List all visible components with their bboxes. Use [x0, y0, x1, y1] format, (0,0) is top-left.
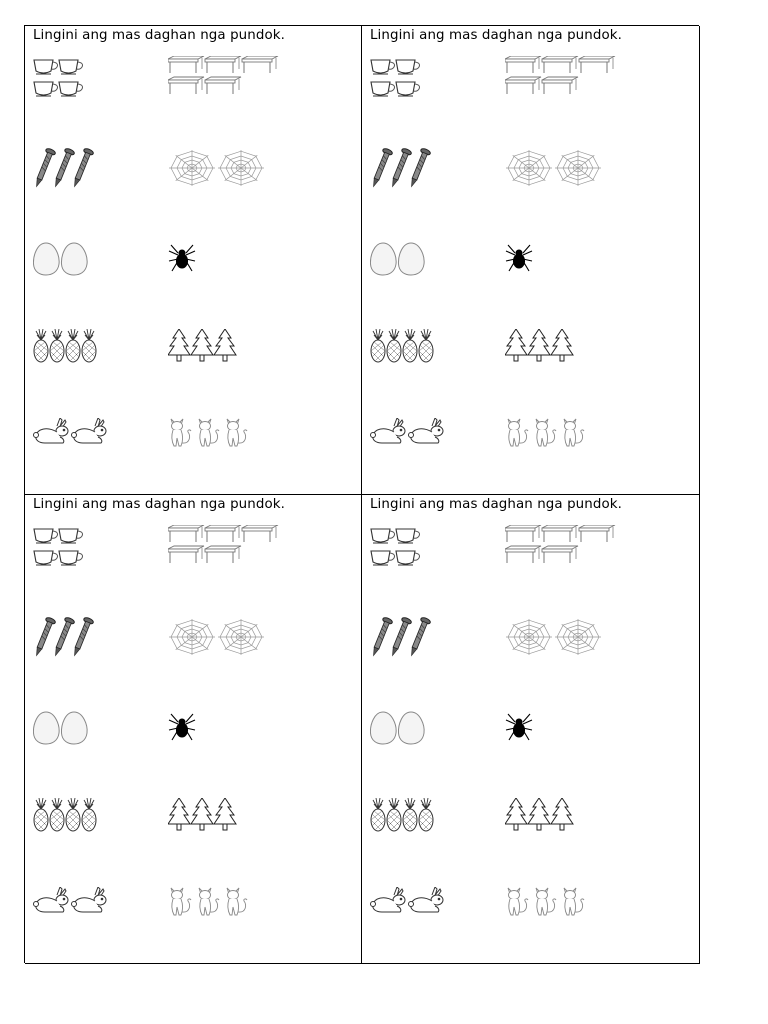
- egg-icon: [398, 243, 424, 275]
- egg-icon: [398, 712, 424, 744]
- rabbit-group[interactable]: [370, 418, 448, 450]
- egg-group[interactable]: [370, 241, 428, 281]
- cup-icon: [396, 82, 420, 96]
- table-icon: [542, 56, 578, 73]
- cup-group[interactable]: [370, 527, 422, 571]
- worksheet-card: [25, 26, 362, 495]
- spider-icon: [169, 245, 195, 271]
- table-icon: [168, 546, 204, 563]
- pineapple-icon: [34, 329, 48, 362]
- spider-web-group[interactable]: [505, 617, 605, 661]
- cup-icon: [396, 551, 420, 565]
- cup-icon: [34, 60, 58, 74]
- nail-group[interactable]: [370, 148, 432, 196]
- cat-icon: [508, 888, 528, 915]
- pineapple-icon: [387, 798, 401, 831]
- rabbit-group[interactable]: [33, 887, 111, 919]
- rabbit-icon: [34, 887, 69, 912]
- cat-icon: [227, 888, 247, 915]
- table-icon: [579, 56, 615, 73]
- spider-group[interactable]: [505, 243, 535, 281]
- table-icon: [205, 56, 241, 73]
- cat-icon: [564, 888, 584, 915]
- egg-icon: [370, 243, 396, 275]
- egg-icon: [33, 712, 59, 744]
- spider-web-icon: [506, 150, 552, 186]
- cup-icon: [34, 82, 58, 96]
- table-icon: [505, 525, 541, 542]
- pine-tree-icon: [505, 798, 527, 830]
- pineapple-icon: [50, 798, 64, 831]
- pineapple-icon: [66, 329, 80, 362]
- worksheet-card: [25, 495, 362, 964]
- spider-web-icon: [218, 619, 264, 655]
- cup-icon: [371, 529, 395, 543]
- cat-icon: [171, 888, 191, 915]
- cat-group[interactable]: [505, 416, 595, 452]
- cup-icon: [59, 82, 83, 96]
- pineapple-icon: [34, 798, 48, 831]
- cup-icon: [59, 60, 83, 74]
- cat-group[interactable]: [168, 885, 258, 921]
- cup-icon: [371, 82, 395, 96]
- worksheet-card: [362, 495, 700, 964]
- egg-icon: [61, 712, 87, 744]
- cat-group[interactable]: [505, 885, 595, 921]
- cup-icon: [34, 551, 58, 565]
- spider-web-icon: [169, 619, 215, 655]
- table-icon: [542, 77, 578, 94]
- rabbit-icon: [409, 418, 444, 443]
- spider-icon: [506, 714, 532, 740]
- pineapple-group[interactable]: [370, 798, 436, 836]
- pineapple-group[interactable]: [370, 329, 436, 367]
- nail-icon: [33, 617, 56, 657]
- spider-web-icon: [506, 619, 552, 655]
- table-icon: [168, 77, 204, 94]
- cat-icon: [227, 419, 247, 446]
- table-icon: [205, 77, 241, 94]
- pineapple-icon: [371, 798, 385, 831]
- pine-tree-group[interactable]: [168, 329, 240, 367]
- spider-web-group[interactable]: [168, 617, 268, 661]
- table-icon: [168, 56, 204, 73]
- worksheet: [24, 25, 699, 963]
- spider-web-icon: [169, 150, 215, 186]
- table-group[interactable]: [168, 56, 283, 104]
- nail-icon: [370, 148, 393, 188]
- spider-web-icon: [555, 619, 601, 655]
- pineapple-icon: [419, 329, 433, 362]
- table-icon: [168, 525, 204, 542]
- spider-group[interactable]: [168, 712, 198, 750]
- table-icon: [579, 525, 615, 542]
- pine-tree-icon: [551, 798, 573, 830]
- pineapple-icon: [50, 329, 64, 362]
- rabbit-icon: [72, 887, 107, 912]
- spider-web-icon: [555, 150, 601, 186]
- spider-group[interactable]: [505, 712, 535, 750]
- cat-icon: [199, 888, 219, 915]
- spider-icon: [169, 714, 195, 740]
- pineapple-icon: [66, 798, 80, 831]
- instruction-text: Lingini ang mas daghan nga pundok.: [33, 497, 285, 512]
- worksheet-card: [362, 26, 700, 495]
- pine-tree-icon: [214, 329, 236, 361]
- rabbit-icon: [371, 887, 406, 912]
- cat-icon: [536, 419, 556, 446]
- pine-tree-icon: [168, 329, 190, 361]
- instruction-text: Lingini ang mas daghan nga pundok.: [33, 28, 285, 43]
- egg-icon: [370, 712, 396, 744]
- table-icon: [505, 77, 541, 94]
- table-icon: [505, 546, 541, 563]
- rabbit-icon: [72, 418, 107, 443]
- rabbit-icon: [409, 887, 444, 912]
- table-group[interactable]: [168, 525, 283, 573]
- egg-group[interactable]: [33, 710, 91, 750]
- table-icon: [542, 546, 578, 563]
- cup-icon: [371, 60, 395, 74]
- nail-group[interactable]: [370, 617, 432, 665]
- cup-icon: [396, 60, 420, 74]
- table-icon: [542, 525, 578, 542]
- pineapple-icon: [387, 329, 401, 362]
- pine-tree-icon: [191, 798, 213, 830]
- spider-group[interactable]: [168, 243, 198, 281]
- nail-icon: [33, 148, 56, 188]
- rabbit-group[interactable]: [370, 887, 448, 919]
- egg-group[interactable]: [370, 710, 428, 750]
- pine-tree-icon: [191, 329, 213, 361]
- cup-icon: [396, 529, 420, 543]
- pineapple-icon: [371, 329, 385, 362]
- pineapple-icon: [419, 798, 433, 831]
- table-icon: [242, 525, 278, 542]
- pine-tree-icon: [505, 329, 527, 361]
- cup-group[interactable]: [370, 58, 422, 102]
- cup-icon: [59, 529, 83, 543]
- cat-icon: [171, 419, 191, 446]
- egg-icon: [33, 243, 59, 275]
- pineapple-icon: [82, 329, 96, 362]
- pine-tree-group[interactable]: [505, 329, 577, 367]
- pine-tree-icon: [214, 798, 236, 830]
- pineapple-group[interactable]: [33, 798, 99, 836]
- table-icon: [505, 56, 541, 73]
- cat-group[interactable]: [168, 416, 258, 452]
- cup-group[interactable]: [33, 58, 85, 102]
- egg-group[interactable]: [33, 241, 91, 281]
- spider-web-group[interactable]: [505, 148, 605, 192]
- cat-icon: [536, 888, 556, 915]
- table-group[interactable]: [505, 56, 620, 104]
- rabbit-group[interactable]: [33, 418, 111, 450]
- cat-icon: [508, 419, 528, 446]
- pineapple-icon: [403, 329, 417, 362]
- cup-icon: [34, 529, 58, 543]
- rabbit-icon: [371, 418, 406, 443]
- instruction-text: Lingini ang mas daghan nga pundok.: [370, 497, 622, 512]
- pineapple-icon: [82, 798, 96, 831]
- instruction-text: Lingini ang mas daghan nga pundok.: [370, 28, 622, 43]
- rabbit-icon: [34, 418, 69, 443]
- cup-icon: [59, 551, 83, 565]
- pine-tree-icon: [551, 329, 573, 361]
- spider-web-group[interactable]: [168, 148, 268, 192]
- cat-icon: [564, 419, 584, 446]
- pine-tree-icon: [528, 798, 550, 830]
- egg-icon: [61, 243, 87, 275]
- cat-icon: [199, 419, 219, 446]
- nail-group[interactable]: [33, 617, 95, 665]
- table-group[interactable]: [505, 525, 620, 573]
- spider-web-icon: [218, 150, 264, 186]
- table-icon: [205, 546, 241, 563]
- pine-tree-icon: [528, 329, 550, 361]
- pineapple-icon: [403, 798, 417, 831]
- cup-icon: [371, 551, 395, 565]
- table-icon: [242, 56, 278, 73]
- pineapple-group[interactable]: [33, 329, 99, 367]
- nail-icon: [370, 617, 393, 657]
- pine-tree-group[interactable]: [505, 798, 577, 836]
- pine-tree-icon: [168, 798, 190, 830]
- spider-icon: [506, 245, 532, 271]
- cup-group[interactable]: [33, 527, 85, 571]
- nail-group[interactable]: [33, 148, 95, 196]
- table-icon: [205, 525, 241, 542]
- pine-tree-group[interactable]: [168, 798, 240, 836]
